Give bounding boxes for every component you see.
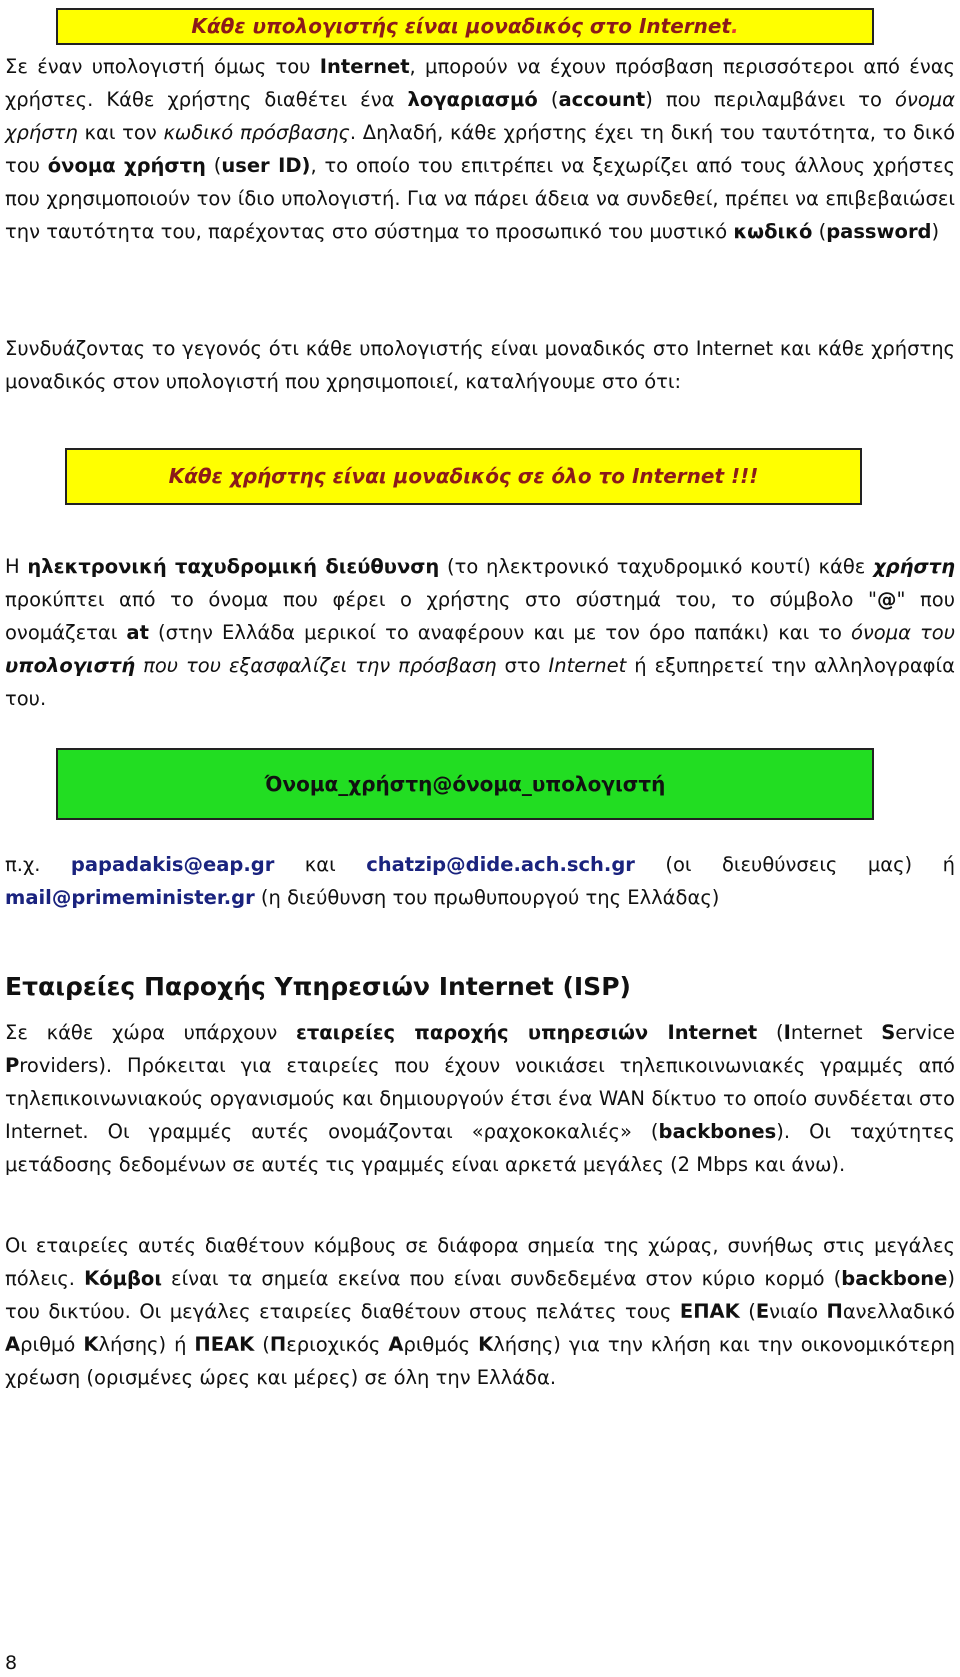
callout-user-unique: Κάθε χρήστης είναι μοναδικός σε όλο το Internet !!! — [65, 448, 862, 505]
text: λήσης) για την κλήση και την οικονομικότερη χρέωση (ορισμένες ώρες και μέρες) σε όλη την Ελλάδα. — [5, 1333, 955, 1389]
text: (στην Ελλάδα μερικοί το αναφέρουν και με τον όρο παπάκι) και το — [148, 621, 851, 644]
text: είναι τα σημεία εκείνα που είναι συνδεδεμένα στον κύριο κορμό ( — [161, 1267, 842, 1290]
text: . Δηλαδή, κάθε χρήστης έχει τη δική του ταυτότητα, το δικό του — [5, 121, 956, 177]
text: και τον — [77, 121, 164, 144]
bold-text: at — [126, 621, 149, 644]
email-link-papadakis[interactable]: papadakis@eap.gr — [70, 853, 275, 876]
text: ( — [739, 1300, 756, 1323]
text: π.χ. — [5, 853, 71, 876]
text: nternet — [790, 1021, 882, 1044]
text: Η — [5, 555, 28, 578]
italic-text: όνομα του — [850, 621, 955, 644]
italic-text: που του εξασφαλίζει την πρόσβαση — [135, 654, 497, 677]
bold-text: Α — [388, 1333, 404, 1356]
bold-text: ΕΠΑΚ — [679, 1300, 740, 1323]
text: ) του δικτύου. Οι μεγάλες εταιρείες διαθέτουν στους πελάτες τους — [5, 1267, 955, 1323]
italic-text: κωδικό πρόσβασης — [163, 121, 350, 144]
bold-text: λογαριασμό — [407, 88, 538, 111]
bold-text: user ID) — [221, 154, 311, 177]
bold-text: backbones — [658, 1120, 777, 1143]
text: ). Οι ταχύτητες μετάδοσης δεδομένων σε αυτές τις γραμμές είναι αρκετά μεγάλες (2 Mbps και άνω). — [5, 1120, 955, 1176]
text: ριθμό — [20, 1333, 84, 1356]
text: ( — [537, 88, 559, 111]
bold-text: όνομα χρήστη — [47, 154, 206, 177]
bold-text: Π — [269, 1333, 287, 1356]
bold-text: Κόμβοι — [84, 1267, 162, 1290]
text: προκύπτει από το όνομα που φέρει ο χρήστης στο σύστημά του, το σύμβολο " — [5, 588, 877, 611]
text: (η διεύθυνση του πρωθυπουργού της Ελλάδας) — [254, 886, 720, 909]
text: (το ηλεκτρονικό ταχυδρομικό κουτί) κάθε — [439, 555, 874, 578]
text: ( — [757, 1021, 784, 1044]
bold-italic-text: χρήστη — [873, 555, 955, 578]
text: (οι διευθύνσεις μας) ή — [634, 853, 955, 876]
bold-text: Ε — [755, 1300, 770, 1323]
callout-computer-unique — [56, 8, 874, 45]
bold-text: @ — [877, 588, 897, 611]
text: νιαίο — [769, 1300, 827, 1323]
text: " που ονομάζεται — [5, 588, 956, 644]
text: , μπορούν να έχουν πρόσβαση περισσότεροι από ένας χρήστες. Κάθε χρήστης διαθέτει ένα — [5, 55, 956, 111]
bold-text: Κ — [478, 1333, 494, 1356]
text: ervice — [895, 1021, 955, 1044]
bold-text: ΠΕΑΚ — [194, 1333, 255, 1356]
text: λήσης) ή — [98, 1333, 195, 1356]
text: ή εξυπηρετεί την αλληλογραφία του. — [5, 654, 955, 710]
text: ( — [254, 1333, 270, 1356]
callout-email-format: Όνομα_χρήστη@όνομα_υπολογιστή — [56, 748, 874, 820]
page-number: 8 — [5, 1652, 18, 1674]
bold-text: account — [558, 88, 646, 111]
email-link-primeminister[interactable]: mail@primeminister.gr — [5, 886, 255, 909]
bold-italic-text: υπολογιστή — [5, 654, 136, 677]
text: Σε κάθε χώρα υπάρχουν — [5, 1021, 296, 1044]
paragraph-email-examples — [5, 848, 955, 914]
paragraph-isp — [5, 1016, 955, 1181]
bold-text: κωδικό — [733, 220, 813, 243]
paragraph-nodes — [5, 1229, 955, 1394]
bold-text: Κ — [83, 1333, 99, 1356]
paragraph-email-address — [5, 550, 955, 715]
bold-text: password — [826, 220, 932, 243]
italic-text: Internet — [548, 654, 627, 677]
bold-text: I — [783, 1021, 791, 1044]
text: ( — [205, 154, 222, 177]
text: ριθμός — [403, 1333, 479, 1356]
bold-text: ηλεκτρονική ταχυδρομική διεύθυνση — [27, 555, 440, 578]
text: Σε έναν υπολογιστή όμως του — [5, 55, 320, 78]
text: εριοχικός — [286, 1333, 389, 1356]
bold-text: backbone — [841, 1267, 948, 1290]
paragraph-user-accounts — [5, 50, 955, 248]
text: Οι εταιρείες αυτές διαθέτουν κόμβους σε διάφορα σημεία της χώρας, συνήθως στις μεγάλες πόλεις. — [5, 1234, 955, 1290]
text: ) — [931, 220, 940, 243]
paragraph-conclusion: Συνδυάζοντας το γεγονός ότι κάθε υπολογιστής είναι μοναδικός στο Internet και κάθε χρήστης μοναδικός στον υπολογιστή που χρησιμοποιεί, καταλήγουμε στο ότι: — [5, 337, 955, 393]
text: roviders). Πρόκειται για εταιρείες που έχουν νοικιάσει τηλεπικοινωνιακές γραμμές από τηλεπικοινωνιακούς οργανισμούς και δημιουργούν έτσι ένα WAN δίκτυο το οποίο συνδέεται στο Internet. Οι γραμμές αυτές ονομάζονται «ραχοκοκαλιές» ( — [5, 1054, 955, 1143]
email-link-chatzip[interactable]: chatzip@dide.ach.sch.gr — [366, 853, 635, 876]
section-heading-isp: Εταιρείες Παροχής Υπηρεσιών Internet (ISP) — [5, 972, 631, 1001]
bold-text: P — [5, 1054, 20, 1077]
bold-text: Internet — [319, 55, 410, 78]
text: και — [274, 853, 367, 876]
text: ανελλαδικό — [842, 1300, 955, 1323]
bold-text: S — [881, 1021, 896, 1044]
bold-text: Π — [826, 1300, 843, 1323]
italic-text: όνομα χρήστη — [5, 88, 956, 144]
callout-computer-unique-text: Κάθε υπολογιστής είναι μοναδικός στο Internet — [191, 14, 731, 38]
callout-period: . — [730, 14, 739, 38]
text: ) που περιλαμβάνει το — [645, 88, 895, 111]
text: , το οποίο του επιτρέπει να ξεχωρίζει από τους άλλους χρήστες που χρησιμοποιούν τον ίδιο υπολογιστή. Για να πάρει άδεια να συνδεθεί, πρέπει να επιβεβαιώσει την ταυτότητα του, παρέχοντας στο σύστημα το προσωπικό του μυστικό — [5, 154, 955, 243]
bold-text: Α — [5, 1333, 21, 1356]
text: ( — [812, 220, 827, 243]
text: στο — [496, 654, 549, 677]
bold-text: εταιρείες παροχής υπηρεσιών Internet — [295, 1021, 758, 1044]
